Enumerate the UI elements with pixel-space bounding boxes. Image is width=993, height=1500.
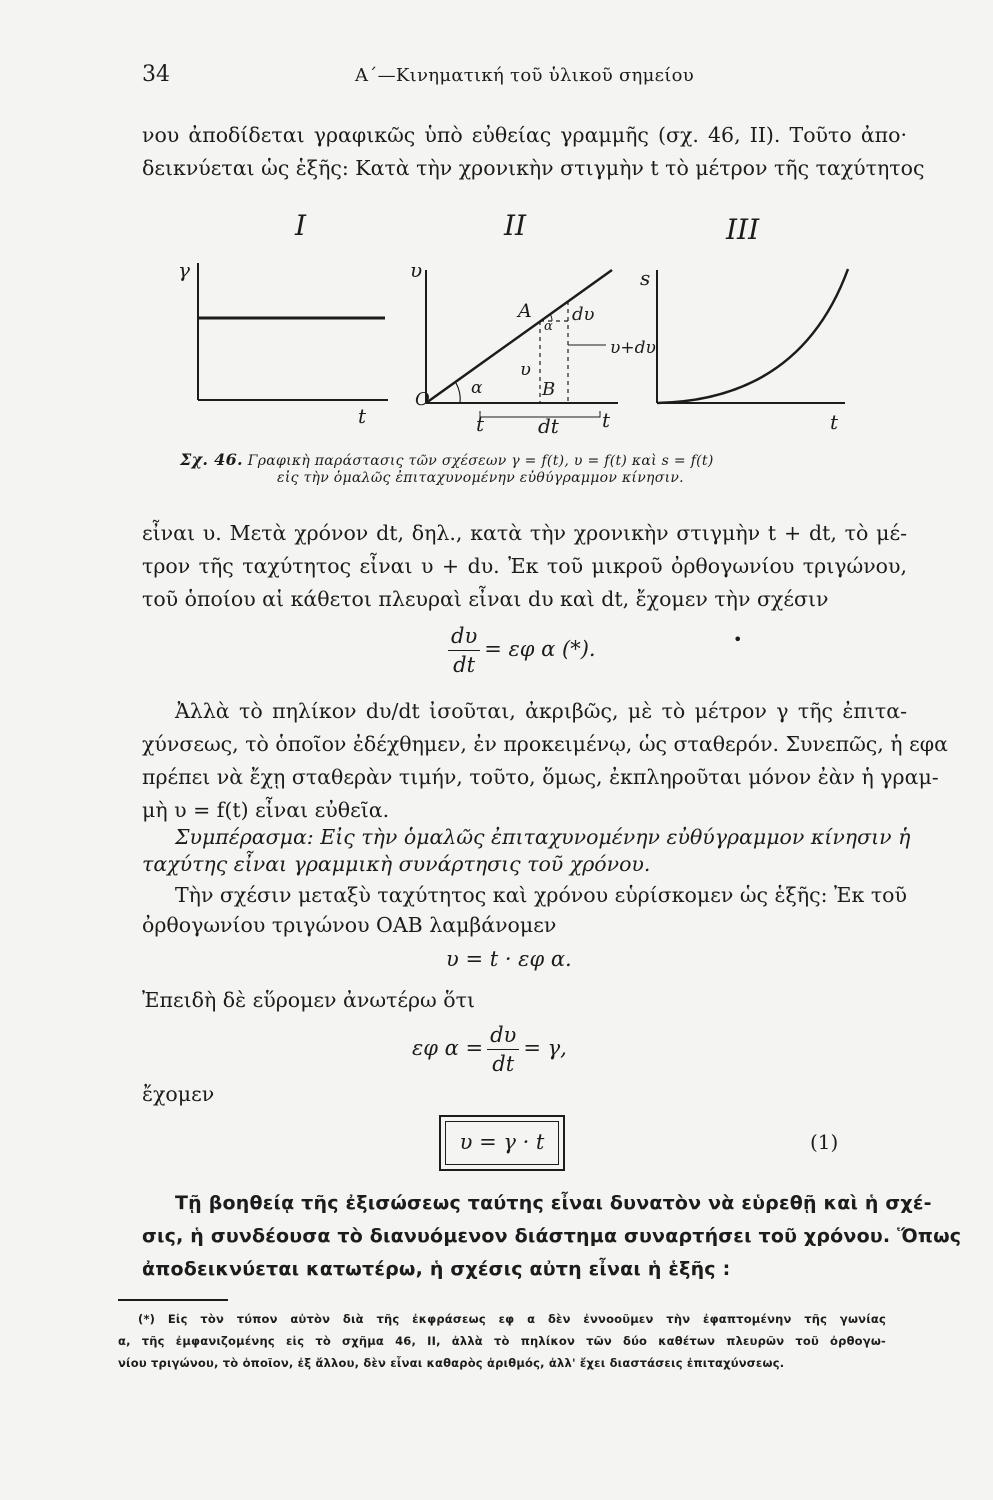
running-title: Α΄—Κινηματική τοῦ ὑλικοῦ σημείου [355, 65, 695, 86]
intro-line-1: νου ἀποδίδεται γραφικῶς ὑπὸ εὐθείας γραμμῆς (σχ. 46, II). Τοῦτο ἀπο· [142, 123, 907, 147]
panel-2-graph [410, 258, 656, 438]
closing-line-3: ἀποδεικνύεται κατωτέρω, ἡ σχέσις αὐτη εἶναι ἡ ἑξῆς : [142, 1258, 731, 1280]
point-b-label: B [542, 379, 556, 400]
equation-1-fraction [448, 624, 480, 677]
para3-line-1: Τὴν σχέσιν μεταξὺ ταχύτητος καὶ χρόνου εὑρίσκομεν ὡς ἑξῆς: Ἐκ τοῦ [175, 883, 907, 907]
para2-line-1: Ἀλλὰ τὸ πηλίκον dυ/dt ἰσοῦται, ἀκριβῶς, μὲ τὸ μέτρον γ τῆς ἐπιτα- [175, 699, 907, 723]
figure-caption [180, 450, 870, 486]
panel-3-parabola [657, 269, 848, 403]
equation-1 [444, 624, 596, 677]
para2-line-4: μὴ υ = f(t) εἶναι εὐθεῖα. [142, 798, 390, 822]
margin-dot: • [733, 630, 743, 649]
para1-line-2: τρον τῆς ταχύτητος εἶναι υ + dυ. Ἐκ τοῦ μικροῦ ὀρθογωνίου τριγώνου, [142, 554, 907, 578]
footnote-line-3: νίου τριγώνου, τὸ ὁποῖον, ἐξ ἄλλου, δὲν εἶναι καθαρὸς ἀριθμός, ἀλλ' ἔχει διαστάσεις ἐπιταχύνσεως. [118, 1356, 785, 1370]
panel-1-x-label: t [358, 404, 367, 428]
t-marker-label: t [476, 412, 485, 436]
panel-2-y-label: υ [410, 258, 423, 282]
equation-3-rhs: = γ, [523, 1036, 567, 1060]
angle-label: α [471, 378, 483, 398]
panel-1-graph [178, 258, 388, 428]
panel-3-graph [640, 266, 848, 434]
caption-line-1: Γραφικὴ παράστασις τῶν σχέσεων γ = f(t), υ = f(t) καὶ s = f(t) [247, 453, 714, 469]
small-angle-label: α [544, 319, 553, 334]
panel-3-y-label: s [640, 266, 651, 290]
caption-lead: Σχ. 46. [180, 450, 243, 469]
panel-2-velocity-line [426, 270, 612, 403]
caption-line-2: εἰς τὴν ὁμαλῶς ἐπιταχυνομένην εὐθύγραμμον κίνησιν. [277, 470, 684, 486]
conclusion-line-2: ταχύτης εἶναι γραμμικὴ συνάρτησις τοῦ χρόνου. [142, 852, 651, 876]
equation-number: (1) [810, 1130, 839, 1154]
para1-line-3: τοῦ ὁποίου αἱ κάθετοι πλευραὶ εἶναι dυ καὶ dt, ἔχομεν τὴν σχέσιν [142, 587, 829, 611]
dt-label: dt [538, 414, 559, 438]
equation-2: υ = t · εφ α. [446, 947, 572, 971]
para1-line-1: εἶναι υ. Μετὰ χρόνον dt, δηλ., κατὰ τὴν χρονικὴν στιγμὴν t + dt, τὸ μέ- [142, 521, 907, 545]
v-label: υ [520, 359, 531, 380]
para4-line-1: Ἐπειδὴ δὲ εὕρομεν ἀνωτέρω ὅτι [142, 988, 476, 1012]
equation-1-numerator: dυ [448, 624, 480, 651]
para2-line-3: πρέπει νὰ ἔχῃ σταθερὰν τιμήν, τοῦτο, ὅμως, ἐκπληροῦται μόνον ἐὰν ἡ γραμ- [142, 765, 939, 789]
equation-3-denominator: dt [492, 1052, 515, 1076]
closing-line-2: σις, ἡ συνδέουσα τὸ διανυόμενον διάστημα συναρτήσει τοῦ χρόνου. Ὅπως [142, 1225, 962, 1247]
panel-label-2: II [504, 209, 527, 242]
dv-label: dυ [572, 304, 595, 325]
panel-label-3: III [726, 213, 760, 246]
equation-1-rhs: = εφ α (*). [484, 637, 596, 661]
para2-line-2: χύνσεως, τὸ ὁποῖον ἐδέχθημεν, ἐν προκειμένῳ, ὡς σταθερόν. Συνεπῶς, ἡ εφα [142, 732, 948, 756]
closing-line-1: Τῇ βοηθείᾳ τῆς ἐξισώσεως ταύτης εἶναι δυνατὸν νὰ εὑρεθῇ καὶ ἡ σχέ- [175, 1192, 932, 1214]
boxed-equation-text: υ = γ · t [445, 1121, 559, 1165]
panel-1-y-label: γ [178, 258, 190, 282]
equation-3-numerator: dυ [487, 1023, 519, 1050]
panel-2-origin-label: O [415, 389, 430, 410]
point-a-label: A [518, 300, 532, 322]
panel-3-x-label: t [830, 410, 839, 434]
v-plus-dv-label: υ+dυ [610, 338, 656, 358]
panel-2-x-label: t [602, 408, 611, 432]
equation-3-fraction [487, 1023, 519, 1076]
panel-label-1: I [295, 209, 307, 242]
equation-3-lhs: εφ α = [412, 1036, 484, 1060]
figure-46 [160, 195, 870, 445]
angle-arc [456, 383, 460, 403]
page-number: 34 [142, 62, 170, 87]
intro-line-2: δεικνύεται ὡς ἑξῆς: Κατὰ τὴν χρονικὴν στιγμὴν t τὸ μέτρον τῆς ταχύτητος [142, 156, 925, 180]
footnote-line-1: (*) Εἰς τὸν τύπον αὐτὸν διὰ τῆς ἐκφράσεως εφ α δὲν ἐννοοῦμεν τὴν ἐφαπτομένην τῆς γωνίας [138, 1312, 886, 1326]
para5-line-1: ἔχομεν [142, 1082, 215, 1106]
boxed-equation [439, 1115, 565, 1171]
footnote-line-2: α, τῆς ἐμφανιζομένης εἰς τὸ σχῆμα 46, II, ἀλλὰ τὸ πηλίκον τῶν δύο καθέτων πλευρῶν τοῦ ὀρθογω- [118, 1334, 886, 1348]
conclusion-line-1: Συμπέρασμα: Εἰς τὴν ὁμαλῶς ἐπιταχυνομένην εὐθύγραμμον κίνησιν ἡ [175, 825, 911, 849]
equation-1-denominator: dt [453, 653, 476, 677]
equation-3 [412, 1023, 567, 1076]
footnote-rule [118, 1299, 228, 1301]
para3-line-2: ὀρθογωνίου τριγώνου ΟΑΒ λαμβάνομεν [142, 913, 557, 937]
